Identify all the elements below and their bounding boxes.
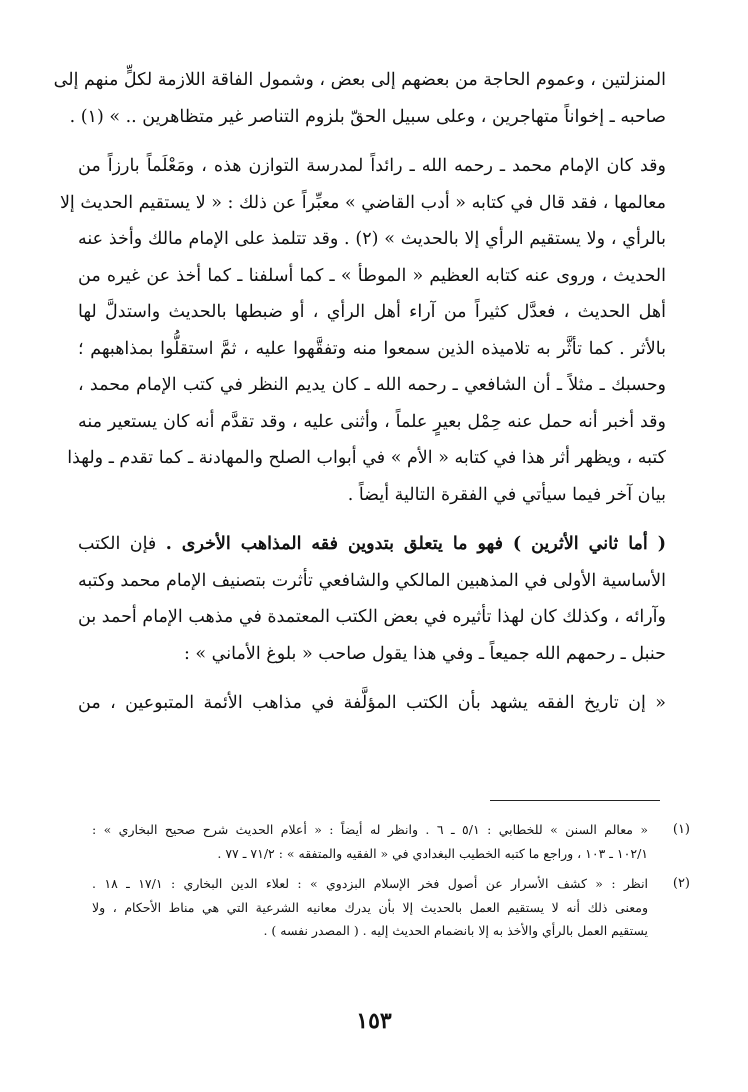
page-number: ١٥٣ [356,1008,392,1034]
text-line: وقد أخبر أنه حمل عنه حِمْل بعيرٍ علماً ، وأثنى عليه ، وقد تقدَّم أنه كان يستعير منه [78,411,666,432]
footnotes [92,818,690,943]
text-line: المنزلتين ، وعموم الحاجة من بعضهم إلى بعض ، وشمول الفاقة اللازمة لكلٍّ منهم إلى [53,70,666,90]
paragraph-1 [53,62,666,135]
text-line: أهل الحديث ، فعدَّل كثيراً من آراء أهل الرأي ، أو ضبطها بالحديث واستدلَّ لها [78,302,666,322]
text-run: فإن الكتب [78,534,157,554]
footnote-line: ومعنى ذلك أنه لا يستقيم العمل بالحديث إلا بأن يدرك معانيه الشرعية التي هي مناط الأحكام ، ولا [92,899,648,915]
text-line [78,526,666,563]
paragraph-4 [78,685,666,722]
text-line: حنبل ـ رحمهم الله جميعاً ـ وفي هذا يقول صاحب « بلوغ الأماني » : [183,643,666,664]
paragraph-3 [78,526,666,672]
footnote-number: (١) [672,822,690,837]
text-line: الحديث ، وروى عنه كتابه العظيم « الموطأ » ـ كما أسلفنا ـ كما أخذ عن غيره من [78,265,666,286]
main-text [53,62,667,722]
text-line: صاحبه ـ إخواناً متهاجرين ، وعلى سبيل الحقّ بلزوم التناصر غير متظاهرين .. » (١) . [69,106,666,127]
text-line: « إن تاريخ الفقه يشهد بأن الكتب المؤلَّفة في مذاهب الأئمة المتبوعين ، من [78,693,666,713]
paragraph-2 [59,148,667,513]
text-line: الأساسية الأولى في المذهبين المالكي والشافعي تأثرت بتصنيف الإمام محمد وكتبه [78,570,666,591]
text-line: بيان آخر فيما سيأتي في الفقرة التالية أيضاً . [347,484,666,505]
footnote-2 [92,872,690,943]
footnote-line: انظر : « كشف الأسرار عن أصول فخر الإسلام البزدوي » : لعلاء الدين البخاري : ١٧/١ ـ ١٨ . [92,876,649,891]
text-line: وآرائه ، وكذلك كان لهذا تأثيره في بعض الكتب المعتمدة في مذهب الإمام أحمد بن [78,607,666,627]
footnote-line: ١٠٢/١ ـ ١٠٣ ، وراجع ما كتبه الخطيب البغدادي في « الفقيه والمتفقه » : ٧١/٢ ـ ٧٧ . [217,845,648,861]
footnote-line: يستقيم العمل بالرأي والأخذ به إلا بانضمام الحديث إليه . ( المصدر نفسه ) . [263,923,648,938]
footnote-divider [490,800,660,801]
footnote-line: « معالم السنن » للخطابي : ٥/١ ـ ٦ . وانظر له أيضاً : « أعلام الحديث شرح صحيح البخاري » : [92,822,649,837]
text-line: كتبه ، ويظهر أثر هذا في كتابه « الأم » في أبواب الصلح والمهادنة ـ كما تقدم ـ ولهذا [67,448,666,468]
text-line: بالرأي ، ولا يستقيم الرأي إلا بالحديث » (٢) . وقد تتلمذ على الإمام مالك وأخذ عنه [78,229,667,249]
text-line: وحسبك ـ مثلاً ـ أن الشافعي ـ رحمه الله ـ كان يديم النظر في كتب الإمام محمد ، [78,375,666,395]
text-line: بالأثر . كما تأثَّر به تلاميذه الذين سمعوا منه وتفقَّهوا عليه ، ثمَّ استقلُّوا بمذاهبهم ؛ [78,338,666,359]
bold-heading-phrase: ( أما ثاني الأثرين ) فهو ما يتعلق بتدوين فقه المذاهب الأخرى . [165,534,667,554]
text-line: وقد كان الإمام محمد ـ رحمه الله ـ رائداً لمدرسة التوازن هذه ، ومَعْلَماً بارزاً من [78,156,666,176]
footnote-1 [92,818,690,865]
footnote-number: (٢) [672,876,690,891]
text-line: معالمها ، فقد قال في كتابه « أدب القاضي » معبِّراً عن ذلك : « لا يستقيم الحديث إلا [59,192,666,213]
